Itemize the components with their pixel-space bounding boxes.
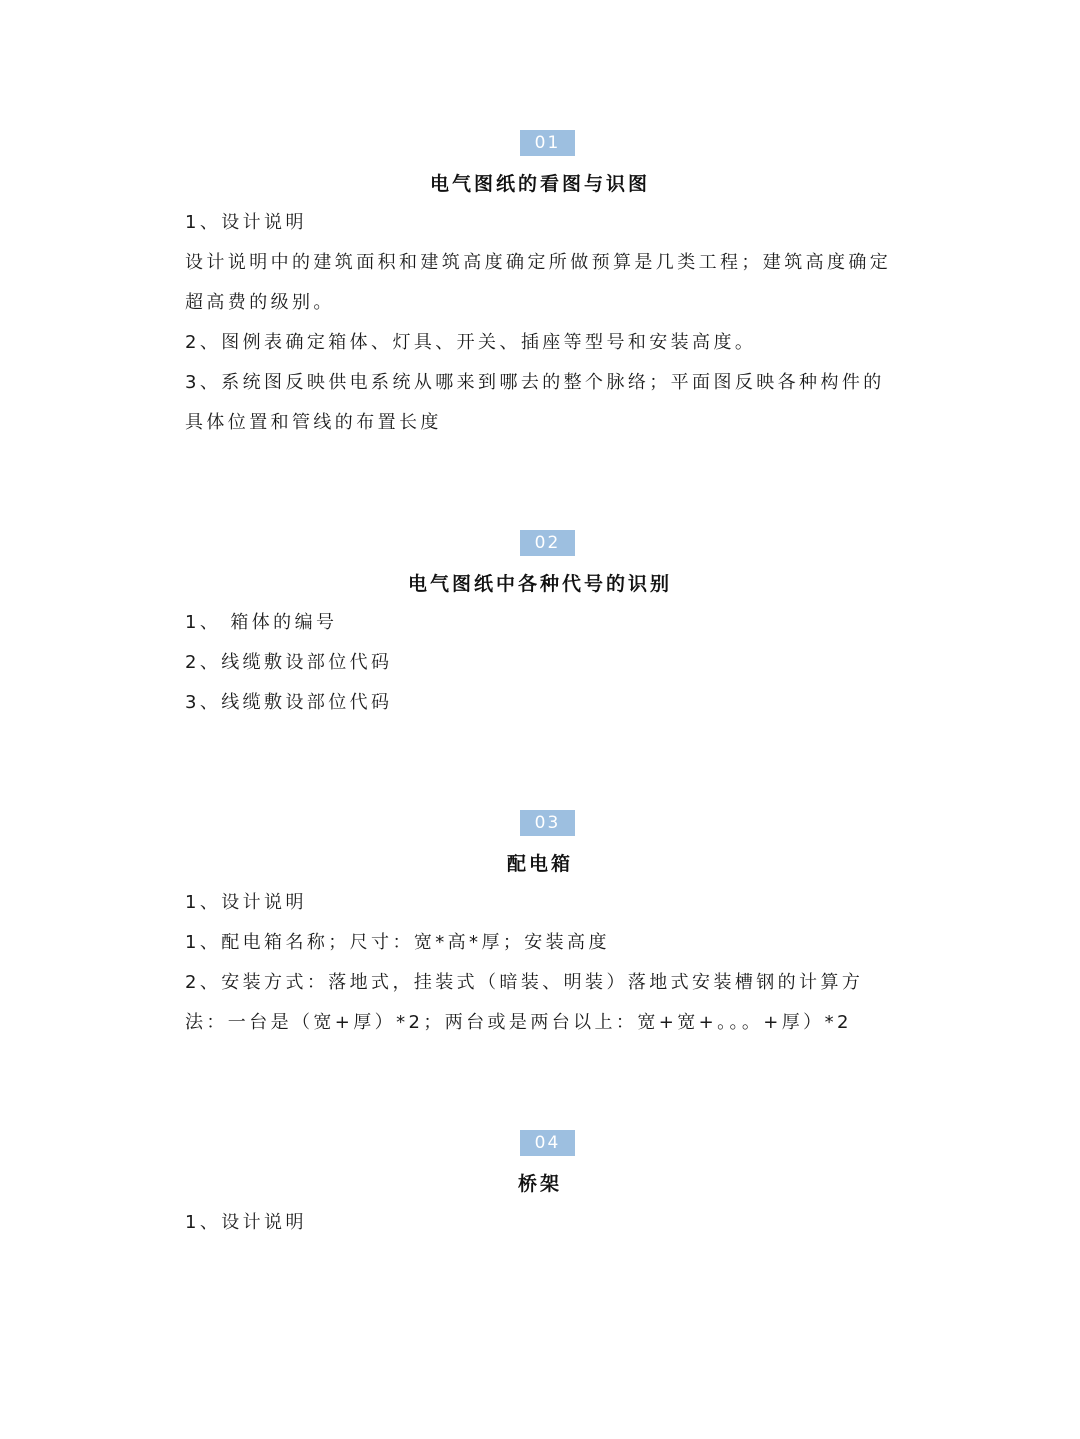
- paragraph: 3、系统图反映供电系统从哪来到哪去的整个脉络；平面图反映各种构件的具体位置和管线的布置长度: [185, 372, 885, 433]
- paragraph: 3、线缆敷设部位代码: [185, 692, 393, 713]
- paragraph: 1、设计说明: [185, 1212, 307, 1233]
- section-number-badge: 02: [520, 530, 575, 556]
- section-title: 桥架: [517, 1173, 562, 1195]
- paragraph: 1、设计说明: [185, 892, 307, 913]
- section-title: 电气图纸中各种代号的识别: [407, 573, 672, 595]
- paragraph: 设计说明中的建筑面积和建筑高度确定所做预算是几类工程；建筑高度确定超高费的级别。: [185, 252, 892, 313]
- paragraph: 2、图例表确定箱体、灯具、开关、插座等型号和安装高度。: [185, 332, 757, 353]
- section-number-badge: 03: [520, 810, 575, 836]
- paragraph: 1、 箱体的编号: [185, 612, 338, 633]
- section-number-badge: 04: [520, 1130, 575, 1156]
- paragraph: 1、设计说明: [185, 212, 307, 233]
- section-number-badge: 01: [520, 130, 575, 156]
- section-title: 配电箱: [506, 853, 573, 875]
- section-title: 电气图纸的看图与识图: [429, 173, 650, 195]
- paragraph: 2、安装方式：落地式，挂装式（暗装、明装）落地式安装槽钢的计算方法：一台是（宽+厚）*2；两台或是两台以上：宽+宽+。。。+厚）*2: [185, 972, 864, 1033]
- paragraph: 1、配电箱名称；尺寸：宽*高*厚；安装高度: [185, 932, 610, 953]
- paragraph: 2、线缆敷设部位代码: [185, 652, 393, 673]
